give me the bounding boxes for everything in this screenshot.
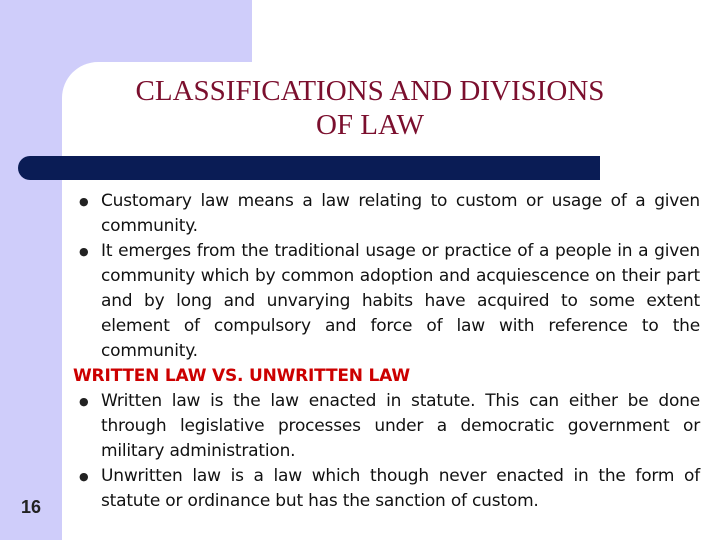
- bullet-item: [73, 239, 700, 364]
- bullet-icon: ●: [79, 395, 89, 408]
- slide-title: [70, 74, 670, 142]
- page-number: 16: [20, 497, 42, 517]
- bullet-text: Written law is the law enacted in statute. This can either be done through legislative processes under a democratic government or military administration.: [101, 391, 700, 461]
- bullet-item: [73, 189, 700, 239]
- title-line-2: OF LAW: [315, 109, 425, 141]
- slide-body: [73, 189, 700, 514]
- bullet-text: Unwritten law is a law which though never enacted in the form of statute or ordinance but has the sanction of custom.: [101, 466, 700, 511]
- bullet-icon: ●: [79, 195, 89, 208]
- bullet-item: [73, 464, 700, 514]
- bullet-icon: ●: [79, 245, 89, 258]
- bullet-text: Customary law means a law relating to custom or usage of a given community.: [101, 191, 700, 236]
- bullet-item: [73, 389, 700, 464]
- title-line-1: CLASSIFICATIONS AND DIVISIONS: [135, 75, 605, 107]
- title-divider-bar: [18, 156, 600, 180]
- section-heading: WRITTEN LAW VS. UNWRITTEN LAW: [73, 366, 410, 386]
- bullet-text: It emerges from the traditional usage or practice of a people in a given community which by common adoption and acquiescence on their part and by long and unvarying habits have acquired to some extent element of compulsory and force of law with reference to the community.: [101, 241, 700, 361]
- bullet-icon: ●: [79, 470, 89, 483]
